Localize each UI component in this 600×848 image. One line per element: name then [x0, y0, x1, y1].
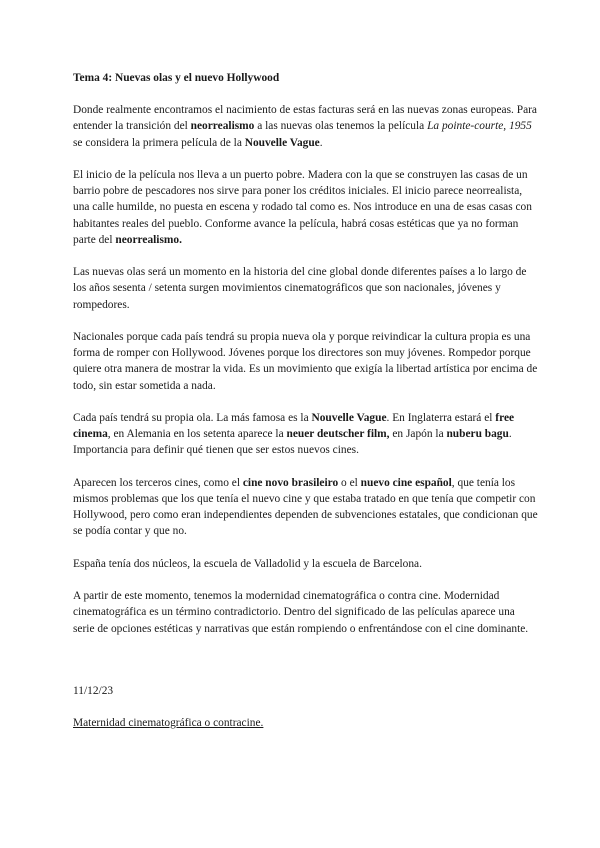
term-nuevo-cine-espanol: nuevo cine español — [360, 476, 452, 489]
film-title: La pointe-courte, 1955 — [427, 120, 532, 133]
paragraph-terceros-cines — [73, 475, 538, 540]
text: . — [319, 136, 323, 149]
term-neuer-deutscher-film: neuer deutscher film, — [286, 428, 390, 441]
paragraph-nacionales: Nacionales porque cada país tendrá su propia nueva ola y porque reivindicar la cultura propia es una forma de romper con Hollywood. Jóvenes porque los directores son muy jóvenes. Rompedor porque quiere otra manera de mostrar la vida. Es un movimiento que exigía la libertad artística por encima de todo, sin estar sometida a nada. — [73, 331, 538, 392]
paragraph-pointe-courte — [73, 102, 538, 151]
text: , en Alemania en los setenta aparece la — [107, 428, 287, 441]
term-free-cinema: free cinema — [73, 412, 515, 441]
term-nouvelle-vague: Nouvelle Vague — [244, 136, 320, 149]
paragraph-nuevas-olas: Las nuevas olas será un momento en la historia del cine global donde diferentes países a lo largo de los años sesenta / setenta surgen movimientos cinematográficos que son nacionales, jóvenes y rompedores. — [73, 266, 527, 311]
text: . Importancia para definir qué tienen que ser estos nuevos cines. — [73, 428, 512, 457]
term-nouvelle-vague: Nouvelle Vague — [311, 412, 387, 424]
term-neorrealismo: neorrealismo — [190, 120, 255, 133]
text: en Japón la — [389, 428, 447, 441]
term-cine-novo-brasileiro: cine novo brasileiro — [242, 476, 339, 489]
text: Cada país tendrá su propia ola. La más famosa es la — [73, 412, 312, 424]
text: Donde realmente encontramos el nacimiento de estas facturas será en las nuevas zonas europeas. Para entender la transición del — [73, 104, 537, 133]
text: El inicio de la película nos lleva a un puerto pobre. Madera con la que se construyen las casas de un barrio pobre de pescadores nos sirve para poner los créditos iniciales. El inicio parece neorrealista, una calle humilde, no puesta en escena y rodado tal como es. Nos introduce en una de esas casas con habitantes reales del pueblo. Conforme avance la película, habrá cosas estéticas que ya no forman parte del — [73, 169, 532, 246]
text: , que tenía los mismos problemas que los que tenía el nuevo cine y que estaba tratado en que tenía que competir con Hollywood, pero como eran independientes dependen de subvenciones estatales, que condicionan que se podía contar y que no. — [73, 476, 538, 538]
date-label: 11/12/23 — [73, 684, 114, 697]
paragraph-modernidad: A partir de este momento, tenemos la modernidad cinematográfica o contra cine. Modernidad cinematográfica es un término contradictorio. Dentro del significado de las películas aparece una serie de opciones estéticas y narrativas que están rompiendo o enfrentándose con el cine dominante. — [73, 590, 529, 635]
term-neorrealismo: neorrealismo. — [115, 233, 182, 246]
text: . En Inglaterra estará el — [386, 412, 496, 424]
paragraph-olas-por-pais — [73, 410, 538, 459]
text: o el — [338, 476, 361, 489]
paragraph-espana-nucleos: España tenía dos núcleos, la escuela de Valladolid y la escuela de Barcelona. — [73, 557, 422, 570]
section-subtitle: Maternidad cinematográfica o contracine. — [73, 717, 264, 729]
document-title: Tema 4: Nuevas olas y el nuevo Hollywood — [73, 72, 280, 84]
text: a las nuevas olas tenemos la película — [254, 120, 428, 133]
paragraph-film-opening — [73, 167, 538, 248]
text: se considera la primera película de la — [73, 136, 245, 149]
term-nuberu-bagu: nuberu bagu — [446, 428, 509, 441]
text: Aparecen los terceros cines, como el — [73, 476, 243, 489]
